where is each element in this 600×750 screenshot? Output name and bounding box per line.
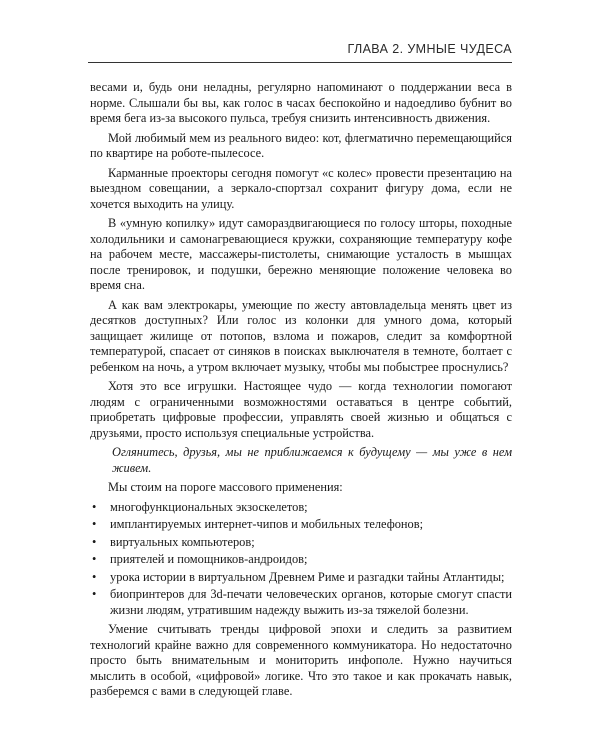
list-item: • урока истории в виртуальном Древнем Риме и разгадки тайны Атлантиды; (90, 570, 512, 586)
paragraph-2: Мой любимый мем из реального видео: кот, флегматично перемещающийся по квартире на роботе-пылесосе. (90, 130, 512, 160)
list-item: • приятелей и помощников-андроидов; (90, 552, 512, 568)
paragraph-6: Хотя это все игрушки. Настоящее чудо — когда технологии помогают людям с ограниченными возможностями оставаться в центре событий, приобретать цифровые профессии, управлять своей жизнью и общаться с друзьями, просто используя специальные устройства. (90, 379, 512, 440)
paragraph-5: А как вам электрокары, умеющие по жесту автовладельца менять цвет из десятков доступных? Или голос из колонки для умного дома, который защищает жилище от потопов, взлома и пожаров, следит за комфортной температурой, спасает от синяков в поисках выключателя в темноте, болтает с ребенком на ночь, а утром включает музыку, чтобы мы побыстрее проснулись? (90, 297, 512, 374)
list-item: • многофункциональных экзоскелетов; (90, 500, 512, 516)
list-intro: Мы стоим на пороге массового применения: (108, 480, 343, 494)
list-item: • биопринтеров для 3d-печати человеческих органов, которые смогут спасти жизни людям, утратившим надежду выжить из-за тяжелой болезни. (90, 587, 512, 618)
bullet-list (90, 500, 512, 619)
page-body (90, 80, 512, 704)
paragraph-3: Карманные проекторы сегодня помогут «с колес» провести презентацию на выездном совещании, а зеркало-спортзал сохранит фигуру дома, если не хочется выходить на улицу. (90, 165, 512, 211)
header-rule (88, 62, 512, 63)
epigraph-quote: Оглянитесь, друзья, мы не приближаемся к будущему — мы уже в нем живем. (112, 445, 512, 475)
paragraph-1: весами и, будь они неладны, регулярно напоминают о поддержании веса в норме. Слышали бы вы, как голос в часах беспокойно и надоедливо бубнит во время бега из-за высокого пульса, требуя снизить интенсивность движения. (90, 80, 512, 125)
list-item: • имплантируемых интернет-чипов и мобильных телефонов; (90, 517, 512, 533)
paragraph-4: В «умную копилку» идут самораздвигающиеся по голосу шторы, походные холодильники и самонагревающиеся кружки, сохраняющие температуру кофе на рабочем месте, массажеры-пистолеты, снимающие усталость в мышцах после тренировок, и подушки, бережно меняющие положение человека во время сна. (90, 216, 512, 292)
list-item: • виртуальных компьютеров; (90, 535, 512, 551)
running-header: ГЛАВА 2. УМНЫЕ ЧУДЕСА (347, 42, 512, 56)
paragraph-7: Умение считывать тренды цифровой эпохи и следить за развитием технологий крайне важно для современного коммуникатора. Но недостаточно просто быть внимательным и мониторить инфополе. Нужно научиться мыслить в особой, «цифровой» логике. Что это такое и как прокачать навык, разберемся с вами в следующей главе. (90, 622, 512, 698)
